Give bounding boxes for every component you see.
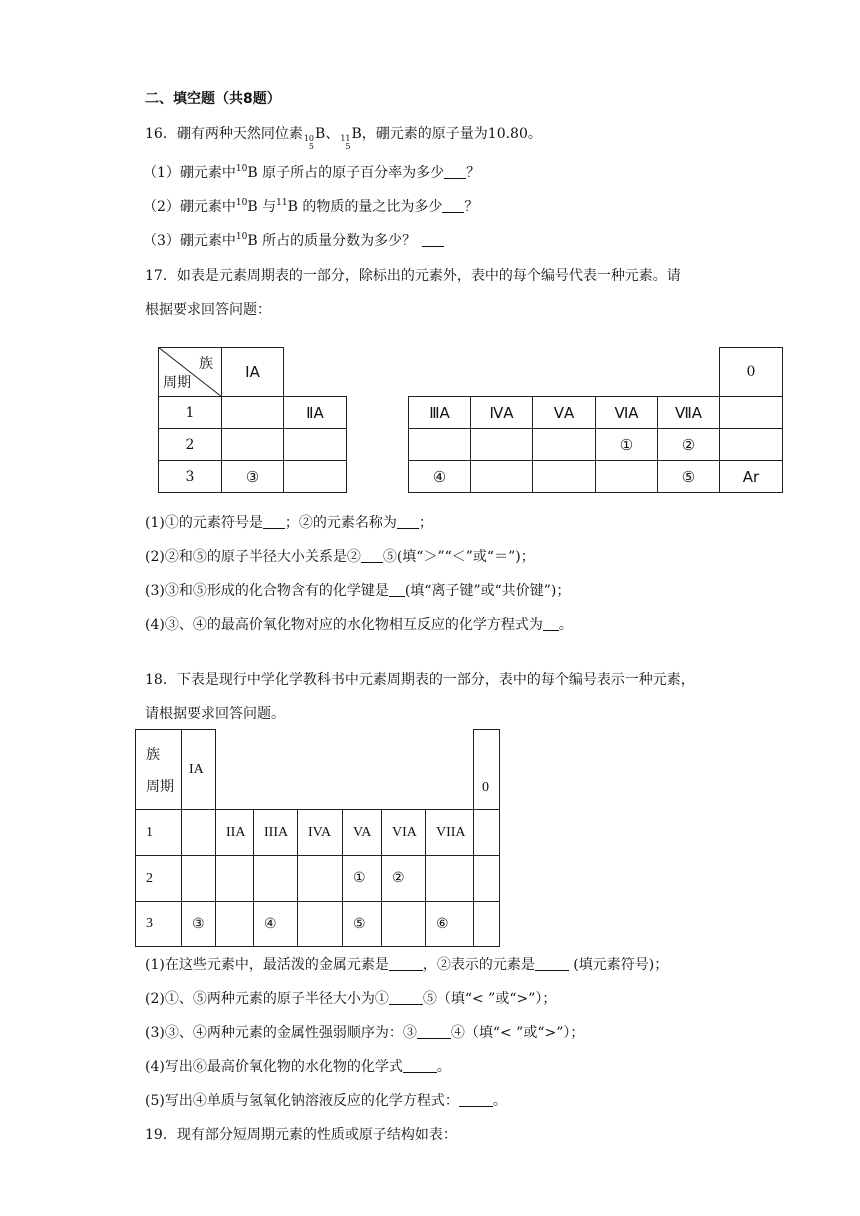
section-title: 二、填空题（共8题） bbox=[145, 91, 281, 107]
q18-stem-line1: 18．下表是现行中学化学教科书中元素周期表的一部分，表中的每个编号表示一种元素， bbox=[145, 672, 695, 688]
q18-answer-4: (4)写出⑥最高价氧化物的水化物的化学式 。 bbox=[145, 1059, 451, 1075]
answer-blank[interactable] bbox=[442, 198, 464, 213]
table-cell bbox=[425, 855, 474, 902]
table-cell bbox=[470, 460, 533, 493]
table-cell bbox=[253, 855, 298, 902]
period-1-label: 1 bbox=[158, 396, 222, 429]
period-3-label: 3 bbox=[158, 460, 222, 493]
table-cell bbox=[221, 428, 284, 461]
q16-part2: （2）硼元素中$^{10}$B 与$^{11}$B 的物质的量之比为多少 ？ bbox=[143, 198, 479, 215]
answer-blank[interactable] bbox=[535, 956, 569, 971]
answer-blank[interactable] bbox=[459, 1092, 493, 1107]
group-0-header: 0 bbox=[719, 347, 783, 397]
table-cell bbox=[381, 901, 426, 947]
q16-part1: （1）硼元素中$^{10}$B 原子所占的原子百分率为多少 ？ bbox=[143, 164, 481, 181]
table-cell bbox=[215, 855, 254, 902]
group-VA-header: VA bbox=[342, 809, 382, 856]
q17-answer-2: (2)②和⑤的原子半径大小关系是② ⑤(填“＞”“＜”或“＝”)； bbox=[145, 549, 535, 565]
element-marker-4: ④ bbox=[253, 901, 298, 947]
table-cell bbox=[473, 855, 500, 902]
table-cell bbox=[181, 855, 216, 902]
element-marker-3: ③ bbox=[181, 901, 216, 947]
group-IA-header: ⅠA bbox=[221, 347, 284, 397]
corner-period-label: 周期 bbox=[163, 375, 191, 391]
table-cell bbox=[532, 460, 596, 493]
answer-blank[interactable] bbox=[397, 514, 419, 529]
q16-stem: 16．硼有两种天然同位素 10 5 B、 11 5 B，硼元素的原子量为10.80。 bbox=[145, 126, 542, 151]
table-cell bbox=[719, 428, 783, 461]
table-cell bbox=[215, 901, 254, 947]
answer-blank[interactable] bbox=[361, 548, 383, 563]
q18-answer-3: (3)③、④两种元素的金属性强弱顺序为：③ ④（填“< ”或“>”）； bbox=[145, 1025, 585, 1041]
table-cell bbox=[470, 428, 533, 461]
element-marker-1: ① bbox=[595, 428, 658, 461]
table-cell bbox=[408, 428, 471, 461]
q18-answer-5: (5)写出④单质与氢氧化钠溶液反应的化学方程式： 。 bbox=[145, 1093, 507, 1109]
q17-answer-4: (4)③、④的最高价氧化物对应的水化物相互反应的化学方程式为 。 bbox=[145, 617, 573, 633]
answer-blank[interactable] bbox=[444, 164, 466, 179]
answer-blank[interactable] bbox=[389, 956, 423, 971]
table-cell bbox=[283, 460, 347, 493]
answer-blank[interactable] bbox=[263, 514, 285, 529]
answer-blank[interactable] bbox=[389, 990, 423, 1005]
group-0-header: 0 bbox=[473, 729, 500, 810]
table-cell bbox=[532, 428, 596, 461]
period-2-label: 2 bbox=[158, 428, 222, 461]
group-VIA-header: VIA bbox=[381, 809, 426, 856]
corner-period-label: 周期 bbox=[146, 779, 174, 795]
answer-blank[interactable] bbox=[417, 1024, 451, 1039]
group-IIA-header: IIA bbox=[215, 809, 254, 856]
table-cell bbox=[473, 809, 500, 856]
group-VIIA-header: ⅦA bbox=[657, 396, 720, 429]
table-cell bbox=[595, 460, 658, 493]
element-marker-6: ⑥ bbox=[425, 901, 474, 947]
q18-answer-1: (1)在这些元素中，最活泼的金属元素是 ，②表示的元素是 (填元素符号)； bbox=[145, 957, 669, 973]
period-2-label: 2 bbox=[135, 855, 182, 902]
periodic-table-q17 bbox=[158, 347, 783, 493]
answer-blank[interactable] bbox=[543, 616, 559, 631]
answer-blank[interactable] bbox=[389, 582, 405, 597]
period-1-label: 1 bbox=[135, 809, 182, 856]
q19-stem: 19．现有部分短周期元素的性质或原子结构如表： bbox=[145, 1127, 457, 1143]
corner-group-label: 族 bbox=[146, 747, 160, 763]
q17-stem-line2: 根据要求回答问题： bbox=[145, 302, 271, 318]
q17-answer-1: (1)①的元素符号是 ；②的元素名称为 ； bbox=[145, 515, 433, 531]
q17-stem-line1: 17．如表是元素周期表的一部分，除标出的元素外，表中的每个编号代表一种元素。请 bbox=[145, 268, 681, 284]
group-IVA-header: ⅣA bbox=[470, 396, 533, 429]
table-cell bbox=[473, 901, 500, 947]
corner-cell bbox=[158, 347, 222, 397]
q18-stem-line2: 请根据要求回答问题。 bbox=[145, 706, 285, 722]
period-3-label: 3 bbox=[135, 901, 182, 947]
element-marker-5: ⑤ bbox=[342, 901, 382, 947]
isotope-b11-label: 11 5 bbox=[340, 134, 351, 151]
group-IA-header: IA bbox=[181, 729, 216, 810]
q18-answer-2: (2)①、⑤两种元素的原子半径大小为① ⑤（填“< ”或“>”）； bbox=[145, 991, 557, 1007]
isotope-b10-label: 10 5 bbox=[303, 134, 315, 151]
q16-part3: （3）硼元素中$^{10}$B 所占的质量分数为多少？ bbox=[143, 231, 444, 251]
group-IVA-header: IVA bbox=[297, 809, 343, 856]
table-cell bbox=[221, 396, 284, 429]
element-marker-1: ① bbox=[342, 855, 382, 902]
table-cell bbox=[283, 428, 347, 461]
q17-answer-3: (3)③和⑤形成的化合物含有的化学键是 (填“离子键”或“共价键”)； bbox=[145, 583, 571, 599]
group-IIIA-header: ⅢA bbox=[408, 396, 471, 429]
answer-blank[interactable] bbox=[403, 1058, 437, 1073]
answer-blank[interactable] bbox=[422, 232, 444, 247]
periodic-table-q18 bbox=[135, 729, 500, 947]
table-cell bbox=[297, 855, 343, 902]
element-marker-2: ② bbox=[657, 428, 720, 461]
group-IIA-header: ⅡA bbox=[283, 396, 347, 429]
group-VA-header: ⅤA bbox=[532, 396, 596, 429]
table-cell bbox=[181, 809, 216, 856]
group-IIIA-header: IIIA bbox=[253, 809, 298, 856]
corner-cell bbox=[135, 729, 182, 810]
corner-group-label: 族 bbox=[199, 356, 213, 372]
group-VIIA-header: VIIA bbox=[425, 809, 474, 856]
element-marker-3: ③ bbox=[221, 460, 284, 493]
element-marker-4: ④ bbox=[408, 460, 471, 493]
table-cell bbox=[719, 396, 783, 429]
element-marker-5: ⑤ bbox=[657, 460, 720, 493]
element-marker-2: ② bbox=[381, 855, 426, 902]
table-cell bbox=[297, 901, 343, 947]
group-VIA-header: ⅥA bbox=[595, 396, 658, 429]
element-ar: Ar bbox=[719, 460, 783, 493]
